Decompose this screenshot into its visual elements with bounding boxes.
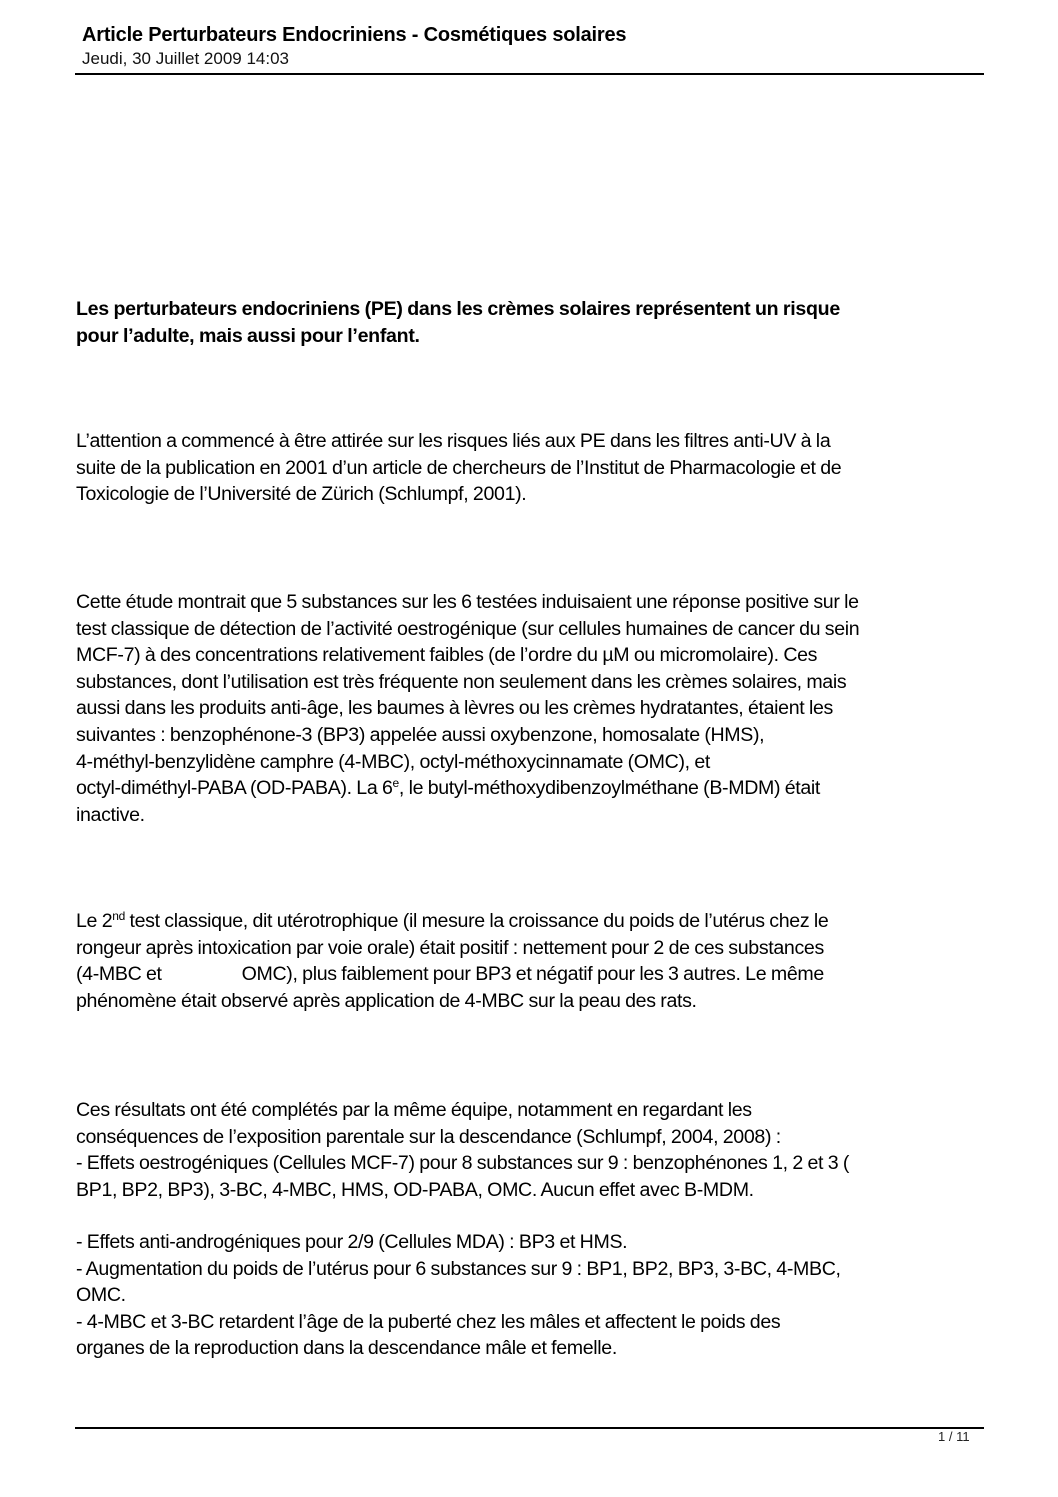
text-line: phénomène était observé après application de 4-MBC sur la peau des rats. bbox=[76, 989, 697, 1012]
text-line: L’attention a commencé à être attirée sur les risques liés aux PE dans les filtres anti-UV à la bbox=[76, 430, 831, 452]
text-line: - Effets oestrogéniques (Cellules MCF-7) pour 8 substances sur 9 : benzophénones 1, 2 et 3 ( bbox=[76, 1152, 850, 1175]
text-line: OMC. bbox=[76, 1284, 126, 1307]
text-line: organes de la reproduction dans la descendance mâle et femelle. bbox=[76, 1337, 617, 1360]
superscript: nd bbox=[112, 909, 125, 923]
footer-divider bbox=[75, 1427, 984, 1429]
lead-paragraph bbox=[76, 296, 986, 349]
text-segment: , le butyl-méthoxydibenzoylméthane (B-MDM) était bbox=[398, 777, 821, 800]
text-line bbox=[76, 961, 986, 988]
paragraph-study-results bbox=[76, 589, 986, 828]
text-segment: (4-MBC et bbox=[76, 963, 162, 986]
text-line: suivantes : benzophénone-3 (BP3) appelée aussi oxybenzone, homosalate (HMS), bbox=[76, 723, 765, 746]
paragraph-uterotrophic-test bbox=[76, 908, 986, 1014]
page-header bbox=[82, 22, 984, 70]
text-segment: OMC), plus faiblement pour BP3 et négatif pour les 3 autres. Le même bbox=[241, 963, 824, 986]
text-line: conséquences de l’exposition parentale sur la descendance (Schlumpf, 2004, 2008) : bbox=[76, 1125, 781, 1148]
superscript: e bbox=[392, 776, 399, 791]
text-line: Ces résultats ont été complétés par la même équipe, notamment en regardant les bbox=[76, 1099, 752, 1121]
document-title: Article Perturbateurs Endocriniens - Cosmétiques solaires bbox=[82, 24, 627, 46]
paragraph-effects-list bbox=[76, 1229, 986, 1362]
text-segment: test classique, dit utérotrophique (il mesure la croissance du poids de l’utérus chez le bbox=[124, 910, 829, 932]
text-line: 4-méthyl-benzylidène camphre (4-MBC), octyl-méthoxycinnamate (OMC), et bbox=[76, 750, 710, 773]
text-segment: octyl-diméthyl-PABA (OD-PABA). La 6 bbox=[76, 777, 393, 800]
text-line: substances, dont l’utilisation est très fréquente non seulement dans les crèmes solaires, mais bbox=[76, 670, 847, 693]
text-line: Les perturbateurs endocriniens (PE) dans les crèmes solaires représentent un risque bbox=[76, 298, 840, 320]
text-line: MCF-7) à des concentrations relativement faibles (de l’ordre du µM ou micromolaire). Ces bbox=[76, 644, 818, 667]
text-segment: Le 2 bbox=[76, 910, 113, 932]
text-line: Cette étude montrait que 5 substances sur les 6 testées induisaient une réponse positive sur le bbox=[76, 591, 859, 613]
list-item: - Augmentation du poids de l’utérus pour 6 substances sur 9 : BP1, BP2, BP3, 3-BC, 4-MBC, bbox=[76, 1257, 841, 1280]
text-line: suite de la publication en 2001 d’un article de chercheurs de l’Institut de Pharmacologie et de bbox=[76, 456, 842, 479]
text-line: aussi dans les produits anti-âge, les baumes à lèvres ou les crèmes hydratantes, étaient les bbox=[76, 697, 833, 720]
text-line bbox=[76, 908, 986, 935]
text-line: rongeur après intoxication par voie orale) était positif : nettement pour 2 de ces substances bbox=[76, 936, 824, 959]
text-line: pour l’adulte, mais aussi pour l’enfant. bbox=[76, 324, 420, 347]
text-line: inactive. bbox=[76, 803, 145, 826]
text-line: Toxicologie de l’Université de Zürich (Schlumpf, 2001). bbox=[76, 483, 527, 506]
text-line bbox=[76, 775, 986, 802]
page-number: 1 / 11 bbox=[938, 1429, 970, 1444]
header-divider bbox=[75, 73, 984, 75]
list-item: - 4-MBC et 3-BC retardent l’âge de la puberté chez les mâles et affectent le poids des bbox=[76, 1310, 781, 1333]
document-date: Jeudi, 30 Juillet 2009 14:03 bbox=[82, 49, 289, 68]
list-item: - Effets anti-androgéniques pour 2/9 (Cellules MDA) : BP3 et HMS. bbox=[76, 1231, 628, 1253]
paragraph-introduction bbox=[76, 428, 986, 508]
text-line: test classique de détection de l’activité oestrogénique (sur cellules humaines de cancer du sein bbox=[76, 617, 860, 640]
text-line: BP1, BP2, BP3), 3-BC, 4-MBC, HMS, OD-PABA, OMC. Aucun effet avec B-MDM. bbox=[76, 1178, 754, 1201]
paragraph-further-results bbox=[76, 1097, 986, 1203]
